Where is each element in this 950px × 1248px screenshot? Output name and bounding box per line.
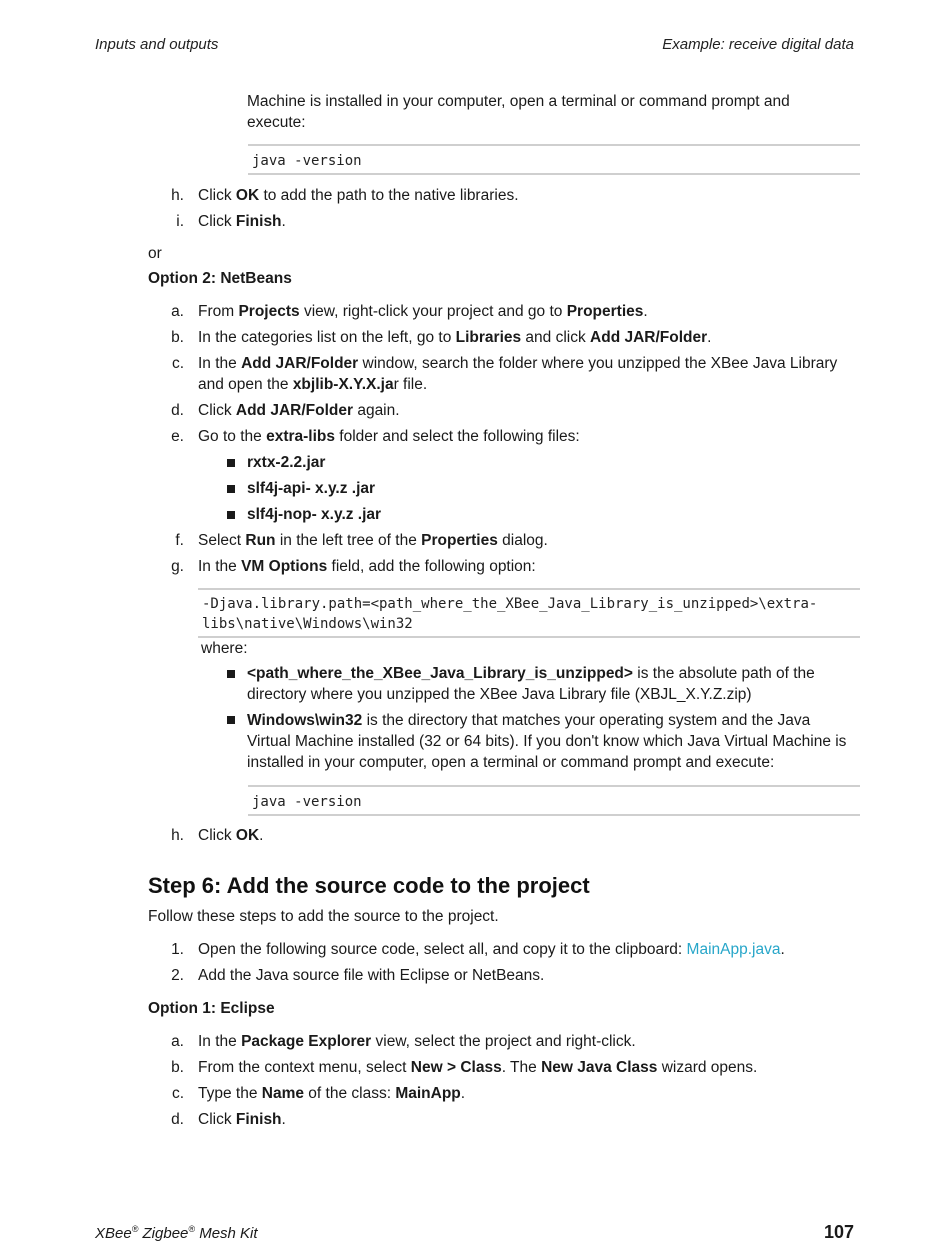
jar-file-rxtx: rxtx-2.2.jar <box>247 454 326 471</box>
running-header-right: Example: receive digital data <box>662 36 854 53</box>
jar-file-slf4j-api: slf4j-api- x.y.z .jar <box>247 480 376 497</box>
option1-heading: Option 1: Eclipse <box>148 1000 275 1017</box>
page-number: 107 <box>823 1222 854 1242</box>
netbeans-step-c-line2: and open the xbjlib-X.Y.X.jar file. <box>198 376 428 393</box>
code-block-java-version-1: java -version <box>248 144 860 175</box>
mainapp-java-link[interactable]: MainApp.java <box>686 941 781 958</box>
or-text: or <box>148 245 162 262</box>
bullet-icon <box>227 459 235 467</box>
code-block-vm-options: -Djava.library.path=<path_where_the_XBee_Java_Library_is_unzipped>\extra- libs\native\Windows\win32 <box>198 588 860 638</box>
code-block-java-version-2: java -version <box>248 785 860 816</box>
where-item-path: <path_where_the_XBee_Java_Library_is_unzipped> is the absolute path of the directory where you unzipped the XBee Java Library file (XBJL_X.Y.Z.zip) <box>247 665 815 703</box>
jar-file-slf4j-nop: slf4j-nop- x.y.z .jar <box>247 506 382 523</box>
intro-paragraph: Machine is installed in your computer, open a terminal or command prompt and execute: <box>247 93 790 131</box>
bullet-icon <box>227 716 235 724</box>
step6-intro: Follow these steps to add the source to the project. <box>148 908 499 925</box>
section-heading-step6: Step 6: Add the source code to the project <box>148 873 590 898</box>
bullet-icon <box>227 485 235 493</box>
bullet-icon <box>227 670 235 678</box>
where-item-windows: Windows\win32 is the directory that matches your operating system and the Java Virtual Machine installed (32 or 64 bits). If you don't know which Java Virtual Machine is installed in your computer, open a terminal or command prompt and execute: <box>247 712 847 771</box>
running-header-left: Inputs and outputs <box>95 36 219 53</box>
footer-product-name: XBee® Zigbee® Mesh Kit <box>95 1224 258 1242</box>
option2-heading: Option 2: NetBeans <box>148 270 292 287</box>
bullet-icon <box>227 511 235 519</box>
where-text: where: <box>201 640 248 657</box>
